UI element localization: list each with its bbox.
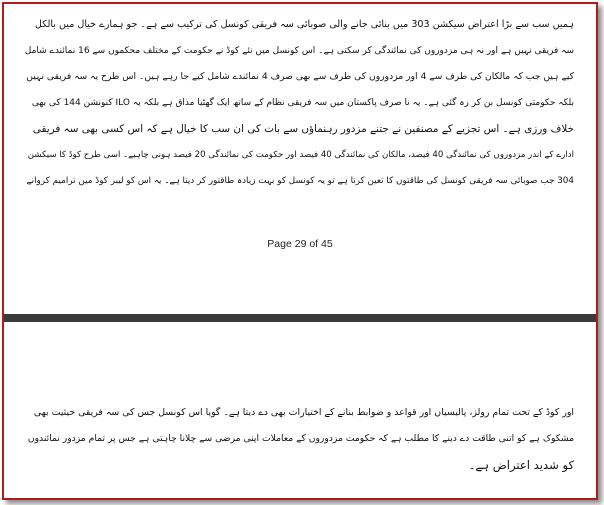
document-page-30 <box>4 322 596 498</box>
text-line: سہ فریقی نہیں ہے اور نہ ہی مزدوروں کی نمائندگی کر سکتی ہے۔ اس کونسل میں نئے کوڈ نے حکومت کے مختلف محکموں سے 16 نمائندے شامل <box>24 46 574 56</box>
text-line: ادارے کے اندر مزدوروں کی نمائندگی 40 فیصد، مالکان کی نمائندگی 40 فیصد اور حکومت کی نمائندگی 20 فیصد ہونی چاہیے۔ اسی طرح کوڈ کا سیکشن <box>27 150 574 160</box>
document-page-29 <box>4 4 596 314</box>
page-body-text <box>24 12 574 194</box>
text-line: ہمیں سب سے بڑا اعتراض سیکشن 303 میں بنائی جانے والی صوبائی سہ فریقی کونسل کی ترکیب سے ہے۔ جو ہمارے خیال میں بالکل <box>34 19 574 30</box>
text-line: بلکہ حکومتی کونسل بن کر رہ گئی ہے۔ یہ نا صرف پاکستان میں سہ فریقی نظام کے ساتھ ایک گھٹیا مذاق ہے بلکہ یہ ILO کنونشن 144 کی بھی <box>31 98 574 108</box>
text-line: اور کوڈ کے تحت تمام رولز، پالیسیاں اور قواعد و ضوابط بنانے کے اختیارات بھی دے دیتا ہے۔ گویا اس کونسل جس کی سہ فریقی حیثیت بھی <box>33 407 574 418</box>
page-number-label: Page 29 of 45 <box>267 238 333 250</box>
text-line: مشکوک ہے کو اتنی طاقت دے دینے کا مطلب ہے کہ حکومت مزدوروں کے معاملات اپنی مرضی سے چلانا چاہتی ہے جس پر تمام مزدور نمائندوں <box>27 433 574 444</box>
text-line: کیے ہیں جب کہ مالکان کی طرف سے 4 اور مزدوروں کی طرف سے بھی صرف 4 نمائندے شامل کیے جا رہے ہیں۔ اس طرح یہ سہ فریقی نہیں <box>26 71 574 82</box>
text-line: 304 جب صوبائی سہ فریقی کونسل کی طاقتوں کا تعین کرتا ہے تو یہ کونسل کو بہت زیادہ طاقتور کر دیتا ہے۔ یہ اس کو لیبر کوڈ میں ترامیم کروانے <box>26 176 574 186</box>
page-body-text <box>24 400 574 478</box>
text-line: کو شدید اعتراض ہے۔ <box>468 458 574 472</box>
text-line: خلاف ورزی ہے۔ اس تجزیے کے مصنفین نے جتنے مزدور رہنماؤں سے بات کی ان سب کا خیال ہے کہ اس کسی بھی سہ فریقی <box>32 123 574 135</box>
document-viewer-frame <box>2 2 598 500</box>
page-separator <box>4 314 596 322</box>
